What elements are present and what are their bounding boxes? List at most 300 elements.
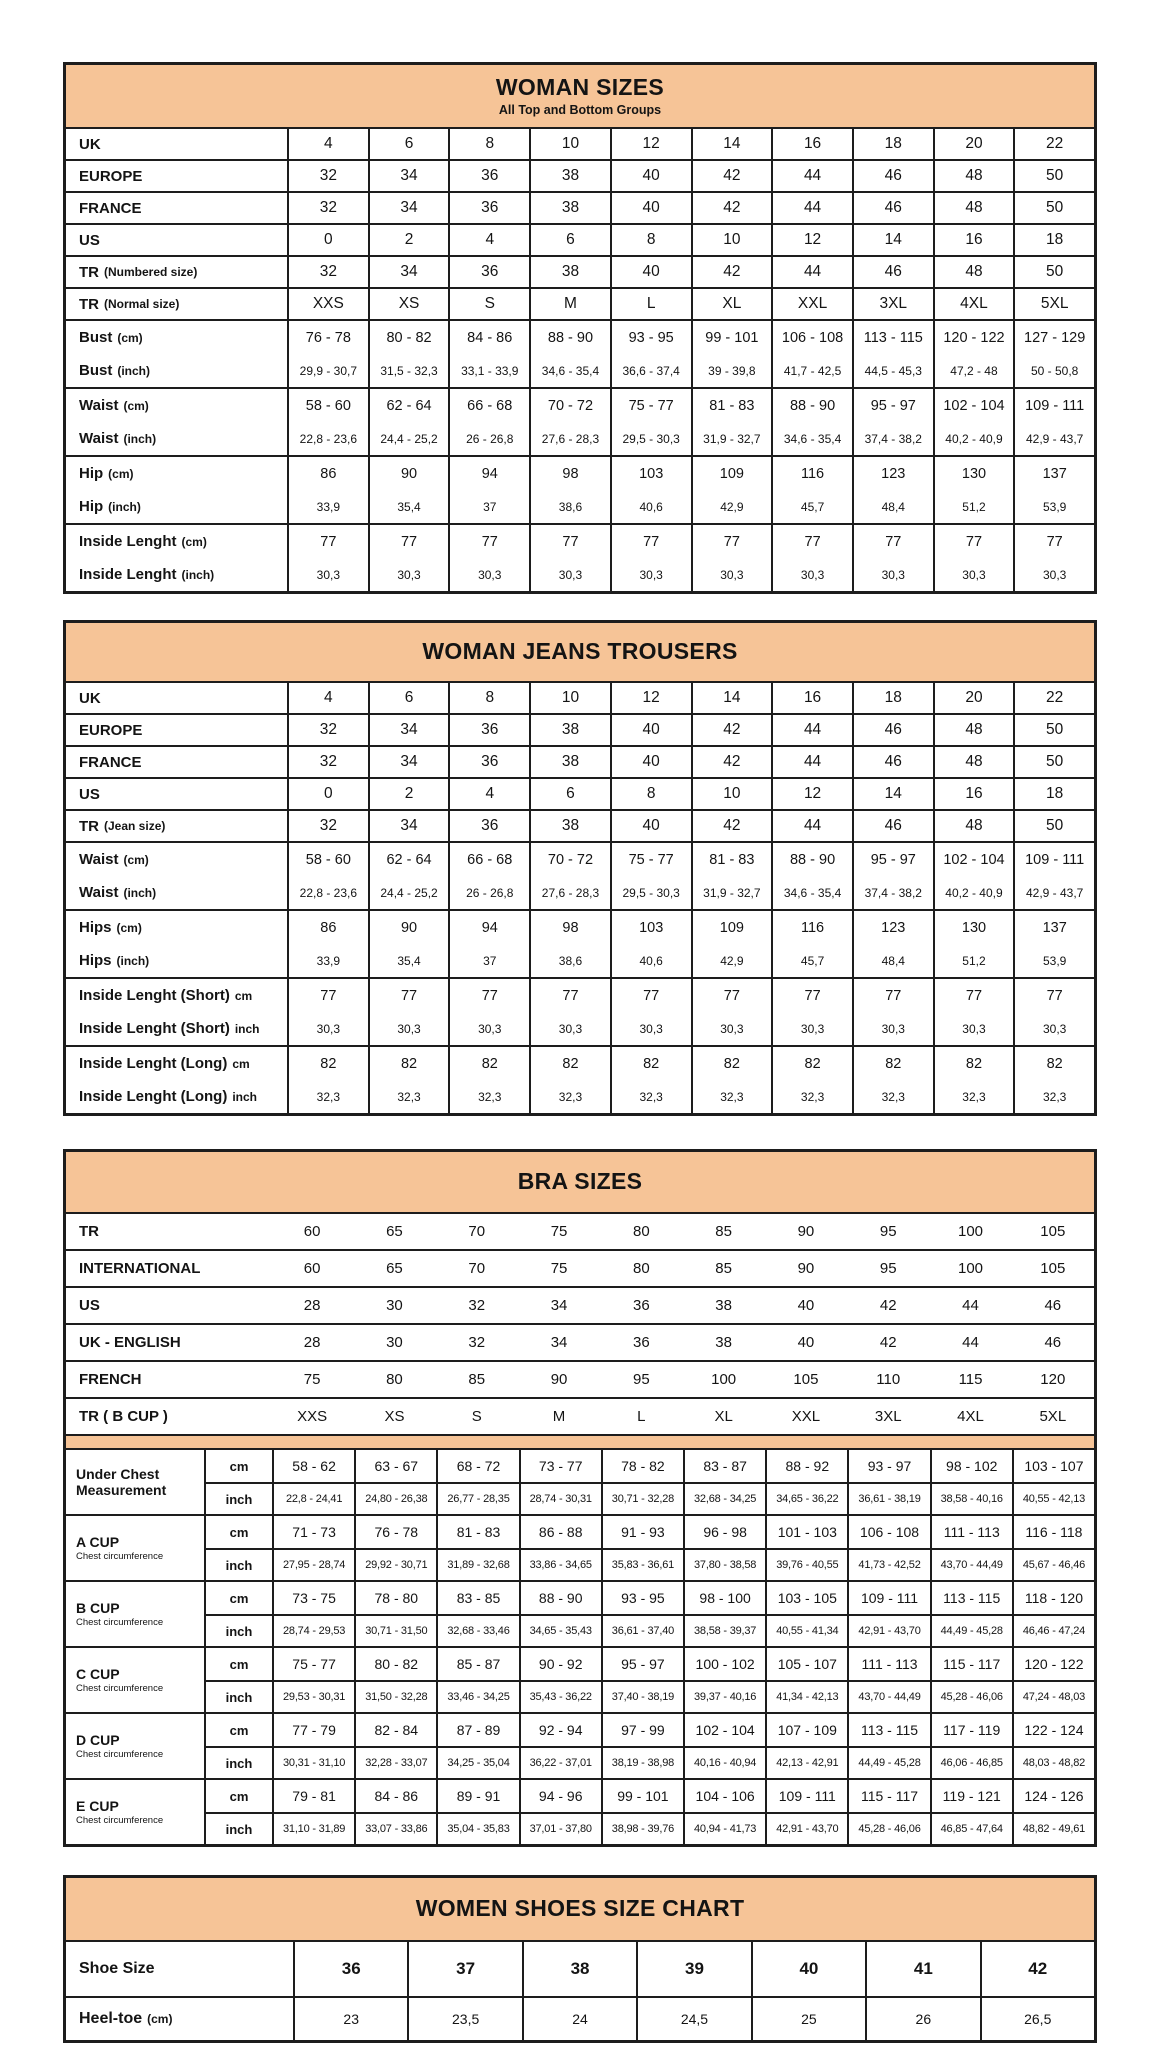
- row-label: Inside Lenght (Long): [79, 1088, 228, 1105]
- size-value-cell: 36: [632, 1297, 650, 1314]
- size-value-cell: 38: [529, 161, 610, 191]
- row-label-cell: [66, 811, 287, 841]
- size-value-cell: 30,3: [691, 558, 772, 591]
- size-value-cell: 6: [529, 225, 610, 255]
- size-value-cell: 40,16 - 40,94: [683, 1748, 765, 1778]
- size-value-cell: 48,03 - 48,82: [1012, 1748, 1094, 1778]
- size-value-cell: 81 - 83: [691, 389, 772, 422]
- size-value-cell: 5XL: [1039, 1408, 1067, 1425]
- table-row: [66, 457, 1094, 490]
- table-row: [206, 1516, 1094, 1548]
- size-value-cell: 39 - 39,8: [691, 354, 772, 387]
- size-value-cell: 16: [771, 129, 852, 159]
- size-value-cell: 83 - 87: [683, 1450, 765, 1482]
- size-value-cell: 46: [852, 257, 933, 287]
- size-value-cell: 101 - 103: [765, 1516, 847, 1548]
- size-value-cell: 86 - 88: [519, 1516, 601, 1548]
- size-value-cell: 14: [852, 225, 933, 255]
- table-row: [206, 1780, 1094, 1812]
- table-row: [66, 525, 1094, 558]
- row-group: [66, 455, 1094, 523]
- size-value-cell: 37: [448, 944, 529, 977]
- size-value-cell: 46: [852, 747, 933, 777]
- size-value-cell: 4: [287, 683, 368, 713]
- size-value-cell: 44: [771, 257, 852, 287]
- size-value-cell: 42: [691, 161, 772, 191]
- row-label: E CUP: [76, 1797, 119, 1814]
- size-value-cell: 32,3: [1013, 1080, 1094, 1113]
- row-label-unit: (cm): [147, 2012, 173, 2026]
- size-value-cell: 115 - 117: [930, 1648, 1012, 1680]
- size-value-cell: 106 - 108: [771, 321, 852, 354]
- size-value-cell: 38,98 - 39,76: [601, 1814, 683, 1844]
- size-value-cell: 33,9: [287, 944, 368, 977]
- row-label-cell: [66, 225, 287, 255]
- size-value-cell: 39: [636, 1942, 750, 1996]
- row-sublabel: Chest circumference: [76, 1683, 164, 1695]
- table-row: [66, 809, 1094, 841]
- size-value-cell: 90: [797, 1260, 815, 1277]
- size-value-cell: 20: [933, 129, 1014, 159]
- table-row: [66, 558, 1094, 591]
- size-value-cell: 40,6: [610, 490, 691, 523]
- size-value-cell: 97 - 99: [601, 1714, 683, 1746]
- table-row: [66, 287, 1094, 319]
- size-value-cell: 30,3: [287, 1012, 368, 1045]
- row-label-unit: inch: [234, 1021, 260, 1036]
- size-value-cell: 79 - 81: [272, 1780, 354, 1812]
- size-value-cell: 105: [1040, 1223, 1066, 1240]
- table-row: [66, 127, 1094, 159]
- size-value-cell: 41,73 - 42,52: [847, 1550, 929, 1580]
- size-value-cell: XL: [691, 289, 772, 319]
- row-label-unit: (cm): [123, 852, 149, 867]
- size-value-cell: 38: [529, 747, 610, 777]
- size-value-cell: 94 - 96: [519, 1780, 601, 1812]
- size-value-cell: 99 - 101: [601, 1780, 683, 1812]
- size-value-cell: 85: [468, 1371, 486, 1388]
- table-row: [66, 1360, 1094, 1397]
- size-value-cell: 41: [865, 1942, 979, 1996]
- size-value-cell: 32,68 - 34,25: [683, 1484, 765, 1514]
- size-value-cell: 44: [771, 811, 852, 841]
- size-value-cell: 30,3: [529, 1012, 610, 1045]
- row-label-unit: (inch): [116, 953, 150, 968]
- table-row: [66, 223, 1094, 255]
- table-row: [66, 681, 1094, 713]
- size-value-cell: 42,9 - 43,7: [1013, 876, 1094, 909]
- size-value-cell: 32: [287, 257, 368, 287]
- size-value-cell: 35,4: [368, 944, 449, 977]
- size-value-cell: 32: [287, 161, 368, 191]
- size-value-cell: 34: [550, 1297, 568, 1314]
- size-value-cell: 38,19 - 38,98: [601, 1748, 683, 1778]
- unit-label: cm: [229, 1656, 249, 1672]
- size-value-cell: 77: [691, 525, 772, 558]
- size-value-cell: 102 - 104: [933, 389, 1014, 422]
- table-bra-sizes: [63, 1149, 1097, 1847]
- table-row: [66, 876, 1094, 909]
- size-value-cell: 88 - 92: [765, 1450, 847, 1482]
- size-value-cell: 77: [368, 525, 449, 558]
- size-value-cell: 30,3: [852, 558, 933, 591]
- size-value-cell: 28: [303, 1297, 321, 1314]
- row-label: UK: [79, 689, 101, 707]
- row-label: Bust: [79, 329, 113, 346]
- row-label-unit: (inch): [108, 499, 141, 514]
- measure-group: [66, 1646, 1094, 1712]
- size-value-cell: 46: [1044, 1334, 1062, 1351]
- size-value-cell: 43,70 - 44,49: [930, 1550, 1012, 1580]
- size-value-cell: 41,7 - 42,5: [771, 354, 852, 387]
- size-value-cell: 77: [852, 525, 933, 558]
- size-value-cell: 22,8 - 23,6: [287, 876, 368, 909]
- size-value-cell: 12: [610, 683, 691, 713]
- unit-label: inch: [225, 1623, 253, 1639]
- size-value-cell: 50: [1013, 161, 1094, 191]
- table-woman-jeans-trousers: [63, 620, 1097, 1116]
- unit-label: cm: [229, 1722, 249, 1738]
- size-value-cell: 36: [448, 811, 529, 841]
- size-value-cell: 75: [550, 1260, 568, 1277]
- size-value-cell: 81 - 83: [691, 843, 772, 876]
- size-value-cell: 48: [933, 747, 1014, 777]
- size-value-cell: 40,2 - 40,9: [933, 422, 1014, 455]
- size-value-cell: 18: [1013, 225, 1094, 255]
- measure-rows: [206, 1648, 1094, 1712]
- table-row: [66, 1047, 1094, 1080]
- size-value-cell: 82: [933, 1047, 1014, 1080]
- size-value-cell: 66 - 68: [448, 843, 529, 876]
- size-value-cell: 48,4: [852, 490, 933, 523]
- size-value-cell: 90: [797, 1223, 815, 1240]
- size-value-cell: 30,3: [287, 558, 368, 591]
- size-value-cell: 32: [287, 747, 368, 777]
- size-value-cell: 26: [865, 1998, 979, 2040]
- size-value-cell: 44: [771, 715, 852, 745]
- size-value-cell: 44,49 - 45,28: [930, 1616, 1012, 1646]
- size-value-cell: 4: [448, 225, 529, 255]
- size-value-cell: 88 - 90: [771, 389, 852, 422]
- size-value-cell: 40: [610, 747, 691, 777]
- row-label-cell: [66, 1648, 206, 1712]
- table-row: [66, 944, 1094, 977]
- size-value-cell: 85: [715, 1260, 732, 1277]
- row-label-cell: [66, 193, 287, 223]
- size-chart-tables: [0, 62, 1164, 2043]
- row-label: US: [79, 1297, 100, 1314]
- size-value-cell: 30,3: [368, 558, 449, 591]
- size-value-cell: 82: [448, 1047, 529, 1080]
- size-value-cell: 30,71 - 32,28: [601, 1484, 683, 1514]
- measure-rows: [206, 1450, 1094, 1514]
- size-value-cell: 32: [287, 811, 368, 841]
- size-value-cell: 22,8 - 24,41: [272, 1484, 354, 1514]
- row-label-cell: [66, 1288, 271, 1323]
- size-value-cell: 100: [958, 1223, 984, 1240]
- unit-label: inch: [225, 1557, 253, 1573]
- measure-group: [66, 1712, 1094, 1778]
- row-label-cell: [66, 129, 287, 159]
- size-value-cell: 35,4: [368, 490, 449, 523]
- size-value-cell: 62 - 64: [368, 843, 449, 876]
- size-value-cell: 88 - 90: [771, 843, 852, 876]
- size-value-cell: 100: [958, 1260, 984, 1277]
- size-value-cell: 118 - 120: [1012, 1582, 1094, 1614]
- size-value-cell: 38,58 - 40,16: [930, 1484, 1012, 1514]
- size-value-cell: 53,9: [1013, 944, 1094, 977]
- size-value-cell: 75: [303, 1371, 321, 1388]
- row-label-cell: [66, 1582, 206, 1646]
- row-label-cell: [66, 1714, 206, 1778]
- row-label-cell: [66, 1325, 271, 1360]
- size-value-cell: 50: [1013, 257, 1094, 287]
- size-value-cell: 42,91 - 43,70: [847, 1616, 929, 1646]
- size-value-cell: 32,3: [529, 1080, 610, 1113]
- size-value-cell: 45,7: [771, 944, 852, 977]
- size-value-cell: 24: [522, 1998, 636, 2040]
- size-value-cell: 77: [610, 979, 691, 1012]
- row-label-unit: (Jean size): [104, 819, 166, 833]
- size-value-cell: 120 - 122: [933, 321, 1014, 354]
- size-value-cell: 95: [879, 1260, 897, 1277]
- size-value-cell: 82: [610, 1047, 691, 1080]
- size-value-cell: 103 - 105: [765, 1582, 847, 1614]
- size-value-cell: 10: [691, 779, 772, 809]
- divider-strip: [66, 1434, 1094, 1448]
- measure-rows: [206, 1714, 1094, 1778]
- size-value-cell: 37,40 - 38,19: [601, 1682, 683, 1712]
- table-row: [66, 713, 1094, 745]
- size-value-cell: 95 - 97: [852, 843, 933, 876]
- row-group: [66, 319, 1094, 387]
- size-value-cell: 84 - 86: [354, 1780, 436, 1812]
- row-label-cell: [66, 354, 287, 387]
- size-value-cell: 26,77 - 28,35: [436, 1484, 518, 1514]
- table-row: [66, 1212, 1094, 1249]
- size-value-cell: 83 - 85: [436, 1582, 518, 1614]
- row-label-cell: [66, 1047, 287, 1080]
- size-value-cell: 30,3: [771, 1012, 852, 1045]
- size-value-cell: M: [552, 1408, 566, 1425]
- row-label-unit: (cm): [116, 920, 142, 935]
- row-label: A CUP: [76, 1533, 120, 1550]
- row-label: Inside Lenght (Short): [79, 987, 230, 1004]
- size-value-cell: 18: [1013, 779, 1094, 809]
- row-label-cell: [66, 321, 287, 354]
- size-value-cell: 2: [368, 779, 449, 809]
- size-value-cell: 58 - 60: [287, 389, 368, 422]
- row-label-unit: (cm): [181, 534, 207, 549]
- size-value-cell: 36: [448, 161, 529, 191]
- table-subtitle: All Top and Bottom Groups: [498, 102, 662, 117]
- size-value-cell: 34,65 - 35,43: [519, 1616, 601, 1646]
- size-value-cell: 38: [529, 193, 610, 223]
- size-value-cell: 45,7: [771, 490, 852, 523]
- size-value-cell: 16: [771, 683, 852, 713]
- size-value-cell: 88 - 90: [529, 321, 610, 354]
- size-value-cell: 87 - 89: [436, 1714, 518, 1746]
- size-value-cell: 95 - 97: [601, 1648, 683, 1680]
- size-value-cell: 80: [386, 1371, 403, 1388]
- size-value-cell: 111 - 113: [930, 1516, 1012, 1548]
- size-value-cell: 35,83 - 36,61: [601, 1550, 683, 1580]
- row-label-unit: (Normal size): [104, 297, 180, 311]
- size-value-cell: 105: [793, 1371, 819, 1388]
- size-value-cell: 18: [852, 683, 933, 713]
- size-value-cell: 40: [797, 1334, 815, 1351]
- size-value-cell: 37: [448, 490, 529, 523]
- size-value-cell: 33,1 - 33,9: [448, 354, 529, 387]
- size-value-cell: 31,9 - 32,7: [691, 422, 772, 455]
- size-value-cell: 27,95 - 28,74: [272, 1550, 354, 1580]
- size-value-cell: 8: [448, 129, 529, 159]
- size-value-cell: 103: [610, 911, 691, 944]
- size-value-cell: 50 - 50,8: [1013, 354, 1094, 387]
- size-value-cell: 33,07 - 33,86: [354, 1814, 436, 1844]
- size-value-cell: 42: [691, 715, 772, 745]
- table-row: [66, 1323, 1094, 1360]
- size-value-cell: 109: [691, 911, 772, 944]
- table-row: [66, 255, 1094, 287]
- size-value-cell: XXS: [297, 1408, 328, 1425]
- size-value-cell: 50: [1013, 747, 1094, 777]
- size-value-cell: 50: [1013, 193, 1094, 223]
- row-label-unit: (cm): [117, 330, 143, 345]
- row-sublabel: Chest circumference: [76, 1617, 164, 1629]
- size-value-cell: 95 - 97: [852, 389, 933, 422]
- size-value-cell: 77: [610, 525, 691, 558]
- size-value-cell: 107 - 109: [765, 1714, 847, 1746]
- row-label-cell: [66, 779, 287, 809]
- table-row: [206, 1680, 1094, 1712]
- size-value-cell: 130: [933, 457, 1014, 490]
- size-value-cell: 3XL: [874, 1408, 902, 1425]
- row-label-unit: (inch): [117, 363, 151, 378]
- size-value-cell: XXL: [771, 289, 852, 319]
- table-row: [66, 389, 1094, 422]
- size-value-cell: 82: [691, 1047, 772, 1080]
- size-value-cell: 40: [797, 1297, 815, 1314]
- size-value-cell: 116 - 118: [1012, 1516, 1094, 1548]
- size-value-cell: 28: [303, 1334, 321, 1351]
- size-value-cell: 51,2: [933, 944, 1014, 977]
- size-value-cell: 40,2 - 40,9: [933, 876, 1014, 909]
- row-group: [66, 1045, 1094, 1113]
- size-value-cell: 119 - 121: [930, 1780, 1012, 1812]
- size-value-cell: 77: [529, 525, 610, 558]
- size-value-cell: 80 - 82: [354, 1648, 436, 1680]
- table-row: [206, 1714, 1094, 1746]
- size-value-cell: 34: [550, 1334, 568, 1351]
- size-value-cell: 6: [368, 129, 449, 159]
- size-value-cell: 0: [287, 225, 368, 255]
- size-value-cell: 37,01 - 37,80: [519, 1814, 601, 1844]
- size-value-cell: 106 - 108: [847, 1516, 929, 1548]
- size-value-cell: 78 - 80: [354, 1582, 436, 1614]
- row-label: FRENCH: [79, 1371, 142, 1388]
- size-value-cell: 77: [287, 525, 368, 558]
- size-value-cell: 30,71 - 31,50: [354, 1616, 436, 1646]
- size-value-cell: 82: [287, 1047, 368, 1080]
- size-value-cell: 36: [293, 1942, 407, 1996]
- size-value-cell: 82: [1013, 1047, 1094, 1080]
- size-value-cell: 40: [751, 1942, 865, 1996]
- size-value-cell: 30,3: [448, 1012, 529, 1045]
- size-value-cell: 77: [771, 979, 852, 1012]
- row-label-cell: [66, 525, 287, 558]
- table-row: [66, 745, 1094, 777]
- row-label-cell: [66, 422, 287, 455]
- size-value-cell: XXL: [791, 1408, 821, 1425]
- size-value-cell: 82: [771, 1047, 852, 1080]
- size-value-cell: 90 - 92: [519, 1648, 601, 1680]
- row-label: Hip: [79, 465, 104, 482]
- size-value-cell: 80: [632, 1223, 650, 1240]
- row-label-cell: [66, 944, 287, 977]
- size-value-cell: 47,2 - 48: [933, 354, 1014, 387]
- size-value-cell: 44: [771, 747, 852, 777]
- size-value-cell: 38: [529, 257, 610, 287]
- unit-label: cm: [229, 1458, 249, 1474]
- size-value-cell: 36: [448, 715, 529, 745]
- size-value-cell: 16: [933, 225, 1014, 255]
- size-value-cell: 32,3: [691, 1080, 772, 1113]
- size-value-cell: 37,80 - 38,58: [683, 1550, 765, 1580]
- size-value-cell: 40: [610, 257, 691, 287]
- row-label: Inside Lenght: [79, 533, 177, 550]
- size-value-cell: 34: [368, 811, 449, 841]
- size-value-cell: 105: [1040, 1260, 1066, 1277]
- size-value-cell: 105 - 107: [765, 1648, 847, 1680]
- measure-rows: [206, 1516, 1094, 1580]
- row-label: C CUP: [76, 1665, 120, 1682]
- row-label: Waist: [79, 397, 119, 414]
- size-value-cell: 35,43 - 36,22: [519, 1682, 601, 1712]
- table-title: WOMAN JEANS TROUSERS: [422, 638, 738, 665]
- row-label: Inside Lenght: [79, 566, 177, 583]
- size-value-cell: 32: [287, 715, 368, 745]
- row-label-cell: [66, 161, 287, 191]
- size-value-cell: 31,50 - 32,28: [354, 1682, 436, 1712]
- size-value-cell: 77: [771, 525, 852, 558]
- row-sublabel: Chest circumference: [76, 1749, 164, 1761]
- row-label-cell: [66, 1942, 293, 1996]
- size-value-cell: S: [471, 1408, 482, 1425]
- size-value-cell: 4: [448, 779, 529, 809]
- size-value-cell: 100: [711, 1371, 737, 1388]
- size-value-cell: 31,5 - 32,3: [368, 354, 449, 387]
- table-title: WOMAN SIZES: [495, 74, 665, 101]
- row-label-cell: [66, 715, 287, 745]
- size-value-cell: 8: [610, 225, 691, 255]
- size-value-cell: 34: [368, 715, 449, 745]
- table-row: [66, 979, 1094, 1012]
- measure-rows: [206, 1780, 1094, 1844]
- size-value-cell: 30,3: [529, 558, 610, 591]
- size-value-cell: 42: [691, 747, 772, 777]
- size-value-cell: 4XL: [957, 1408, 984, 1425]
- size-value-cell: 43,70 - 44,49: [847, 1682, 929, 1712]
- row-label: INTERNATIONAL: [79, 1260, 201, 1277]
- unit-label: inch: [225, 1491, 253, 1507]
- size-value-cell: 70 - 72: [529, 389, 610, 422]
- size-value-cell: 34,6 - 35,4: [771, 876, 852, 909]
- size-value-cell: 30,3: [368, 1012, 449, 1045]
- size-value-cell: 102 - 104: [933, 843, 1014, 876]
- size-value-cell: 113 - 115: [930, 1582, 1012, 1614]
- size-value-cell: 77: [368, 979, 449, 1012]
